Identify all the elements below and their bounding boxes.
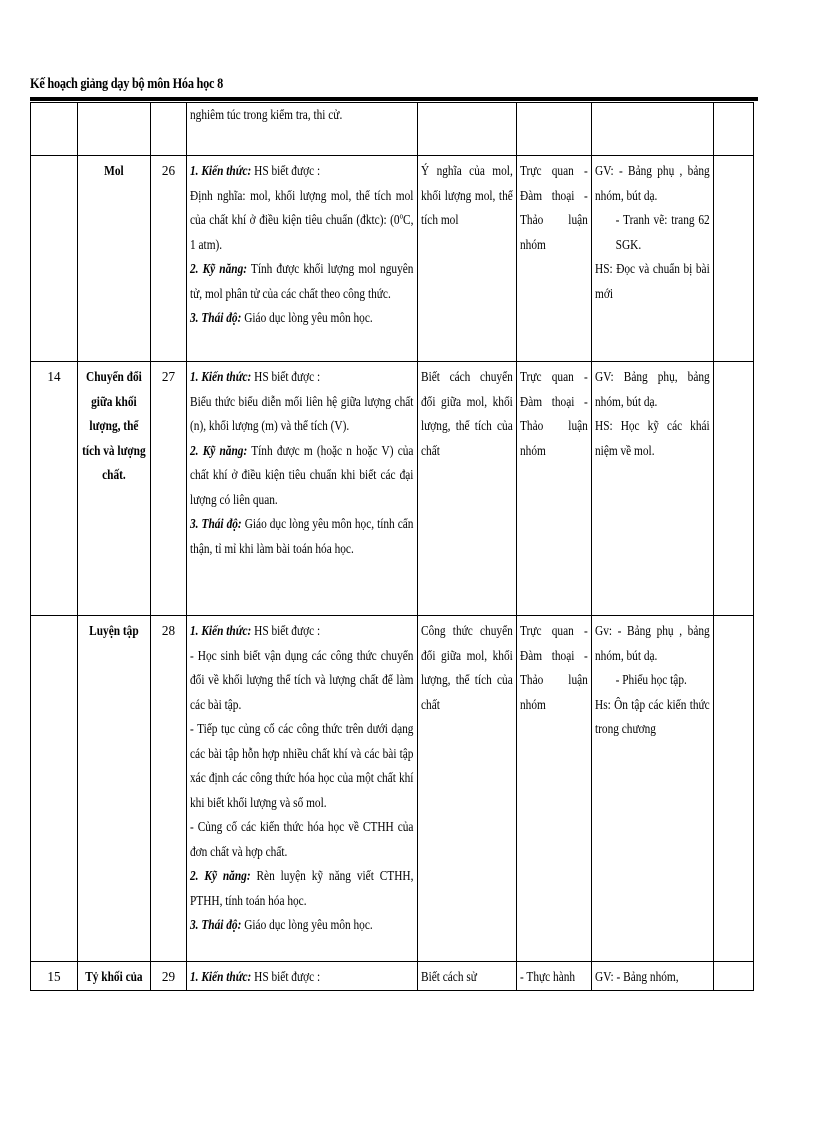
knowledge-label: 1. Kiến thức: (190, 969, 252, 984)
content-text: Biết cách chuyển đổi giữa mol, khối lượng, thể tích của chất (421, 369, 513, 458)
content-text: Ý nghĩa của mol, khối lượng mol, thể tích mol (421, 163, 513, 227)
resource-line: - Tranh vẽ: trang 62 SGK. (615, 212, 710, 252)
skill-label: 2. Kỹ năng: (190, 261, 248, 276)
lesson-cell: 28 (151, 616, 187, 962)
objectives-cell (187, 362, 418, 616)
resources-cell (592, 156, 714, 362)
knowledge-label: 1. Kiến thức: (190, 623, 252, 638)
knowledge-line: - Học sinh biết vận dụng các công thức chuyển đổi về khối lượng thể tích và lượng chất để làm các bài tập. (190, 647, 414, 712)
page-header-title: Kế hoạch giảng dạy bộ môn Hóa học 8 (30, 76, 224, 92)
topic-text: Chuyển đổi giữa khối lượng, thể tích và lượng chất. (82, 369, 146, 482)
method-text: Trực quan - Đàm thoại - Thảo luận nhóm (520, 623, 588, 712)
resource-line: - Phiếu học tập. (615, 672, 687, 687)
notes-cell (714, 362, 754, 616)
skill-label: 2. Kỹ năng: (190, 868, 251, 883)
notes-cell (714, 156, 754, 362)
skill-text: Tính được m (hoặc n hoặc V) của chất khí ở điều kiện tiêu chuẩn khi biết các đại lượng có liên quan. (190, 442, 414, 507)
content-cell (418, 362, 517, 616)
topic-text: Mol (104, 163, 124, 178)
week-cell (31, 103, 78, 156)
content-cell (418, 156, 517, 362)
method-text: - Thực hành (520, 969, 576, 984)
resource-line: Gv: - Bảng phụ , bảng nhóm, bút dạ. (595, 623, 710, 663)
knowledge-label: 1. Kiến thức: (190, 369, 252, 384)
content-text: Biết cách sử (421, 969, 477, 984)
lesson-cell: 26 (151, 156, 187, 362)
resources-cell (592, 103, 714, 156)
table-row (31, 616, 754, 962)
knowledge-text: HS biết được : (254, 969, 321, 984)
knowledge-text: HS biết được : (254, 163, 321, 178)
resource-line: HS: Đọc và chuẩn bị bài mới (595, 261, 710, 301)
notes-cell (714, 962, 754, 991)
table-row (31, 156, 754, 362)
topic-cell (78, 103, 151, 156)
skill-text: Rèn luyện kỹ năng viết CTHH, PTHH, tính toán hóa học. (190, 868, 414, 908)
attitude-text: Giáo dục lòng yêu môn học, tính cẩn thận, tỉ mỉ khi làm bài toán hóa học. (190, 516, 414, 556)
lesson-cell (151, 103, 187, 156)
resource-line: Hs: Ôn tập các kiến thức trong chương (595, 696, 710, 736)
topic-cell (78, 156, 151, 362)
lesson-cell: 27 (151, 362, 187, 616)
method-text: Trực quan - Đàm thoại - Thảo luận nhóm (520, 369, 588, 458)
resources-cell (592, 616, 714, 962)
table-row (31, 103, 754, 156)
method-cell (517, 362, 592, 616)
notes-cell (714, 103, 754, 156)
content-text: Công thức chuyển đổi giữa mol, khối lượng, thể tích của chất (421, 623, 513, 712)
attitude-label: 3. Thái độ: (190, 516, 242, 531)
attitude-label: 3. Thái độ: (190, 310, 242, 325)
resource-line: GV: Bảng phụ, bảng nhóm, bút dạ. (595, 369, 710, 409)
table-row (31, 962, 754, 991)
content-cell (418, 962, 517, 991)
resource-line: HS: Học kỹ các khái niệm về mol. (595, 418, 710, 458)
topic-cell (78, 616, 151, 962)
objective-line: nghiêm túc trong kiểm tra, thi cử. (190, 107, 343, 122)
topic-cell (78, 962, 151, 991)
method-cell (517, 616, 592, 962)
week-cell: 15 (31, 962, 78, 991)
lesson-cell: 29 (151, 962, 187, 991)
resources-cell (592, 362, 714, 616)
objectives-cell (187, 616, 418, 962)
knowledge-line: - Củng cố các kiến thức hóa học về CTHH của đơn chất và hợp chất. (190, 819, 414, 859)
notes-cell (714, 616, 754, 962)
skill-label: 2. Kỹ năng: (190, 442, 248, 458)
knowledge-text: HS biết được : (254, 623, 321, 638)
method-cell (517, 103, 592, 156)
method-cell (517, 962, 592, 991)
knowledge-line: - Tiếp tục củng cố các công thức trên dưới dạng các bài tập hỗn hợp nhiều chất khí và các bài tập xác định các công thức hóa học của một chất khí khi biết khối lượng và số mol. (190, 721, 414, 810)
week-cell (31, 156, 78, 362)
method-text: Trực quan - Đàm thoại - Thảo luận nhóm (520, 163, 588, 252)
topic-cell (78, 362, 151, 616)
topic-text: Luyện tập (89, 623, 139, 638)
table-row (31, 362, 754, 616)
knowledge-line: C, 1 atm). (190, 212, 414, 252)
resources-cell (592, 962, 714, 991)
content-cell (418, 616, 517, 962)
objectives-cell (187, 962, 418, 991)
knowledge-line: Định nghĩa: mol, khối lượng mol, thể tích mol của chất khí ở điều kiện tiêu chuẩn (đktc): (0 (190, 187, 414, 227)
method-cell (517, 156, 592, 362)
resource-line: GV: - Bảng phụ , bảng nhóm, bút dạ. (595, 163, 710, 203)
attitude-text: Giáo dục lòng yêu môn học. (244, 917, 373, 932)
attitude-text: Giáo dục lòng yêu môn học. (244, 310, 373, 325)
knowledge-line: Biểu thức biểu diễn mối liên hệ giữa lượng chất (n), khối lượng (m) và thể tích (V). (190, 393, 414, 433)
resource-line: GV: - Bảng nhóm, (595, 969, 679, 984)
degree-mark: o (399, 211, 404, 221)
header-rule (30, 97, 758, 101)
objectives-cell (187, 156, 418, 362)
knowledge-label: 1. Kiến thức: (190, 163, 252, 178)
week-cell (31, 616, 78, 962)
content-cell (418, 103, 517, 156)
week-cell: 14 (31, 362, 78, 616)
skill-text: Tính được khối lượng mol nguyên tử, mol phân tử của các chất theo công thức. (190, 261, 414, 301)
lesson-plan-table (30, 102, 754, 991)
objectives-cell (187, 103, 418, 156)
attitude-label: 3. Thái độ: (190, 917, 242, 932)
knowledge-text: HS biết được : (254, 369, 321, 384)
topic-text: Tỷ khối của (85, 969, 143, 984)
